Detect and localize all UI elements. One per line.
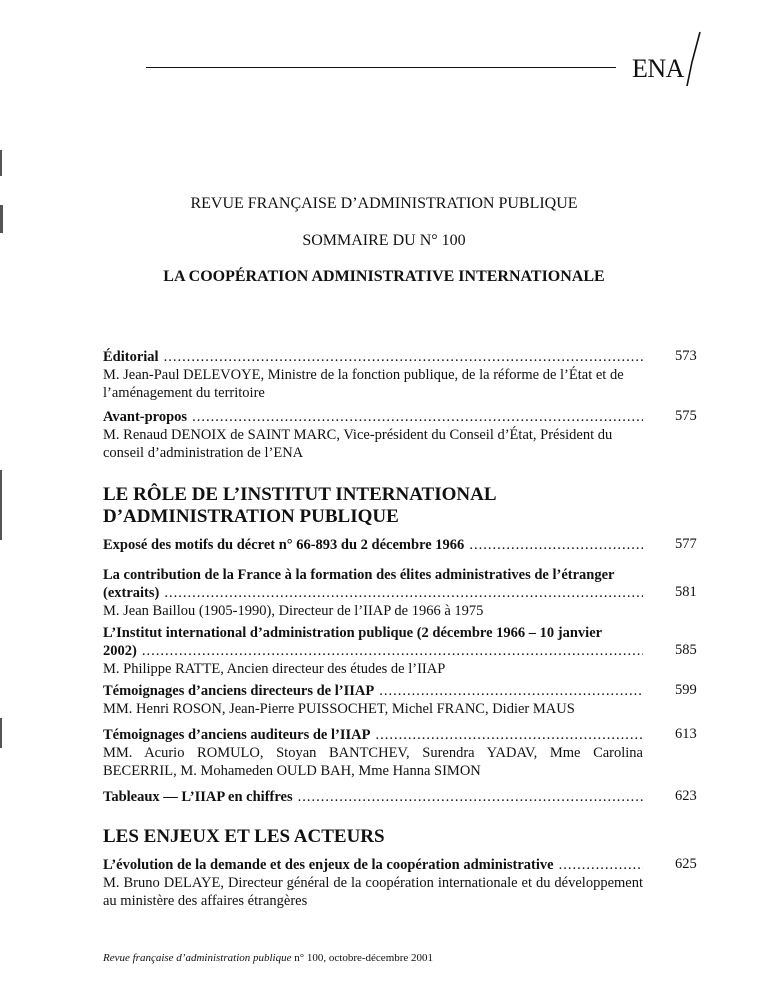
ena-logo bbox=[632, 26, 712, 96]
toc-entry-contribution[interactable] bbox=[103, 566, 643, 620]
dot-leader bbox=[375, 726, 643, 744]
dot-leader bbox=[192, 408, 643, 426]
toc-entry-evolution[interactable] bbox=[103, 856, 643, 910]
toc-entry-expose[interactable] bbox=[103, 536, 643, 554]
footer-issue: n° 100, octobre-décembre 2001 bbox=[294, 952, 434, 964]
toc-entry-editorial[interactable] bbox=[103, 348, 643, 402]
entry-title: Éditorial bbox=[103, 349, 159, 365]
page-number: 577 bbox=[675, 536, 697, 552]
entry-author: M. Bruno DELAYE, Directeur général de la coopération internationale et du développement au ministère des affaires étrangères bbox=[103, 875, 643, 909]
toc-entry-directeurs[interactable] bbox=[103, 682, 643, 718]
page-number: 573 bbox=[675, 348, 697, 364]
page-number: 625 bbox=[675, 856, 697, 872]
ena-logo-text: ENA bbox=[632, 54, 684, 83]
page-footer bbox=[103, 952, 433, 964]
toc-entry-institut[interactable] bbox=[103, 624, 643, 678]
toc-entry-auditeurs[interactable] bbox=[103, 726, 643, 780]
page-number: 623 bbox=[675, 788, 697, 804]
entry-author: MM. Acurio ROMULO, Stoyan BANTCHEV, Surendra YADAV, Mme Carolina BECERRIL, M. Mohameden OULD BAH, Mme Hanna SIMON bbox=[103, 745, 643, 779]
dot-leader bbox=[164, 584, 643, 602]
entry-author: M. Philippe RATTE, Ancien directeur des études de l’IIAP bbox=[103, 661, 446, 677]
journal-title: REVUE FRANÇAISE D’ADMINISTRATION PUBLIQUE bbox=[190, 195, 578, 212]
section-heading-iiap: LE RÔLE DE L’INSTITUT INTERNATIONAL D’ADMINISTRATION PUBLIQUE bbox=[103, 484, 496, 527]
scan-mark bbox=[0, 718, 2, 748]
entry-author: M. Jean-Paul DELEVOYE, Ministre de la fonction publique, de la réforme de l’État et de l’aménagement du territoire bbox=[103, 367, 624, 401]
page-number: 575 bbox=[675, 408, 697, 424]
scan-mark bbox=[0, 150, 2, 176]
entry-title: L’Institut international d’administration publique (2 décembre 1966 – 10 janvier bbox=[103, 625, 603, 641]
dot-leader bbox=[298, 788, 643, 806]
entry-title: Avant-propos bbox=[103, 409, 188, 425]
toc-entry-tableaux[interactable] bbox=[103, 788, 643, 806]
entry-title-cont: (extraits) bbox=[103, 585, 160, 601]
entry-title: L’évolution de la demande et des enjeux de la coopération administrative bbox=[103, 857, 554, 873]
entry-title: Exposé des motifs du décret n° 66-893 du 2 décembre 1966 bbox=[103, 537, 465, 553]
dot-leader bbox=[559, 856, 643, 874]
dot-leader bbox=[469, 536, 643, 554]
dot-leader bbox=[379, 682, 643, 700]
footer-journal: Revue française d’administration publique bbox=[103, 952, 292, 964]
entry-title-cont: 2002) bbox=[103, 643, 137, 659]
entry-author: M. Jean Baillou (1905-1990), Directeur de l’IIAP de 1966 à 1975 bbox=[103, 603, 484, 619]
dot-leader bbox=[164, 348, 643, 366]
page-number: 581 bbox=[675, 584, 697, 600]
entry-author: MM. Henri ROSON, Jean-Pierre PUISSOCHET, Michel FRANC, Didier MAUS bbox=[103, 701, 575, 717]
theme-title: LA COOPÉRATION ADMINISTRATIVE INTERNATIONALE bbox=[163, 268, 605, 285]
toc-entry-avant-propos[interactable] bbox=[103, 408, 643, 462]
page-number: 585 bbox=[675, 642, 697, 658]
issue-title: SOMMAIRE DU N° 100 bbox=[302, 232, 466, 249]
entry-title: La contribution de la France à la formation des élites administratives de l’étranger bbox=[103, 567, 615, 583]
scan-mark bbox=[0, 205, 3, 233]
scan-mark bbox=[0, 470, 2, 540]
entry-title: Tableaux — L’IIAP en chiffres bbox=[103, 789, 293, 805]
entry-title: Témoignages d’anciens auditeurs de l’IIAP bbox=[103, 727, 371, 743]
entry-author: M. Renaud DENOIX de SAINT MARC, Vice-président du Conseil d’État, Président du conseil d’administration de l’ENA bbox=[103, 427, 613, 461]
ena-logo-stroke-icon bbox=[632, 26, 712, 96]
entry-title: Témoignages d’anciens directeurs de l’IIAP bbox=[103, 683, 375, 699]
page-number: 613 bbox=[675, 726, 697, 742]
section-heading-enjeux: LES ENJEUX ET LES ACTEURS bbox=[103, 826, 385, 847]
header-rule bbox=[146, 67, 616, 68]
dot-leader bbox=[142, 642, 643, 660]
page-number: 599 bbox=[675, 682, 697, 698]
